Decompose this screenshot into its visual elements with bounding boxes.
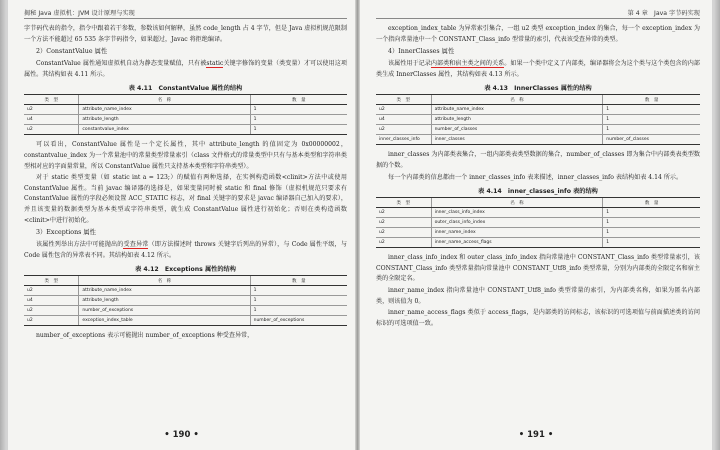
cell-count: 1 (603, 208, 700, 218)
col-header-count: 数 量 (603, 198, 700, 208)
table-row (24, 316, 347, 326)
cell-name: inner_classes (431, 135, 603, 145)
table-row (24, 125, 347, 135)
constantvalue-text-a: ConstantValue 属性通知虚拟机自动为静态变量赋值，只有被 (36, 60, 207, 68)
cell-count: 1 (603, 238, 700, 248)
table-4-13 (376, 94, 700, 145)
cell-name: inner_name_index (431, 228, 603, 238)
inner-host-highlight: 内部类和宿主类之间的关系 (430, 60, 505, 68)
cell-count: 1 (250, 286, 347, 296)
innerclasses-heading: 4）InnerClasses 属性 (388, 48, 455, 56)
table-row (376, 115, 700, 125)
cell-type: u2 (24, 105, 79, 115)
table-4-11 (24, 94, 347, 135)
col-header-name: 名 称 (79, 276, 250, 286)
page-number: • 191 • (518, 430, 554, 440)
table-4-12 (24, 275, 347, 326)
col-header-count: 数 量 (250, 276, 347, 286)
exceptions-count-paragraph: number_of_exceptions 表示可能抛出 number_of_exceptions 种受查异常， (36, 332, 254, 340)
table-row (376, 135, 700, 145)
cell-type: inner_classes_info (376, 135, 431, 145)
info-index-paragraph: inner_class_info_index 和 outer_class_info_index 指向常量池中 CONSTANT_Class_info 类型常量索引，该 CONSTANT_Class_info 类型常量指向常量池中 CONSTANT_Utf8_info 类型常量，分别为内部类的全限定名和宿主类的全限定名。 (376, 254, 700, 283)
cell-count: 1 (603, 228, 700, 238)
table-4-11-caption: 表 4.11 ConstantValue 属性的结构 (128, 85, 243, 93)
cell-type: u4 (24, 115, 79, 125)
checked-exception-highlight: 受查异常 (123, 241, 149, 249)
cell-name: attribute_length (431, 115, 603, 125)
table-row (24, 105, 347, 115)
table-4-14 (376, 197, 700, 248)
cell-type: u4 (376, 115, 431, 125)
col-header-name: 名 称 (431, 198, 603, 208)
constantvalue-paragraph (24, 59, 347, 80)
name-index-paragraph: inner_name_index 指向常量池中 CONSTANT_Utf8_info 类型常量的索引，为内部类名称，如果为匿名内部类，则该值为 0。 (376, 286, 700, 305)
cell-name: inner_class_info_index (431, 208, 603, 218)
cell-name: attribute_length (79, 296, 250, 306)
col-header-count: 数 量 (250, 95, 347, 105)
table-4-13-caption: 表 4.13 InnerClasses 属性的结构 (484, 85, 592, 93)
inner-classes-paragraph: inner_classes 为内部类表集合，一组内部类表类型数据的集合，number_of_classes 即为集合中内部类表类型数据的个数。 (376, 151, 700, 169)
cell-type: u2 (376, 125, 431, 135)
col-header-count: 数 量 (603, 95, 700, 105)
col-header-name: 名 称 (79, 95, 250, 105)
cell-count: 1 (250, 306, 347, 316)
exception-index-paragraph: exception_index_table 为异常索引集合，一组 u2 类型 exception_index 的集合，每一个 exception_index 为一个指向常量池中一个 CONSTANT_Class_info 型常量的索引，代表该受查异常的类型。 (376, 25, 700, 43)
cell-count: 1 (250, 105, 347, 115)
static-highlight: static (206, 60, 224, 68)
cell-count: 1 (250, 115, 347, 125)
table-row (376, 218, 700, 228)
table-row (24, 115, 347, 125)
table-row (24, 296, 347, 306)
right-page[interactable] (360, 0, 712, 450)
cell-type: u2 (376, 228, 431, 238)
innerclasses-paragraph (376, 59, 700, 80)
cell-type: u2 (24, 316, 79, 326)
cell-type: u4 (24, 296, 79, 306)
cell-type: u2 (24, 286, 79, 296)
cell-name: number_of_classes (431, 125, 603, 135)
exceptions-heading: 3）Exceptions 属性 (36, 229, 96, 237)
table-row (376, 208, 700, 218)
table-4-14-caption: 表 4.14 inner_classes_info 表的结构 (478, 188, 598, 196)
cell-name: attribute_name_index (79, 286, 250, 296)
table-row (376, 125, 700, 135)
cell-count: 1 (603, 125, 700, 135)
col-header-type: 类 型 (24, 276, 79, 286)
cell-count: 1 (250, 296, 347, 306)
intro-paragraph: 字节码代表的指令，指令中跟着若干参数，参数该如何解释，虽然 code_length 占 4 字节，但是 Java 虚拟机规范限制一个方法不能超过 65 535 条字节码指令，如果超过，Javac 将拒绝编译。 (24, 25, 347, 43)
col-header-type: 类 型 (376, 95, 431, 105)
access-flags-paragraph: inner_name_access_flags 类似于 access_flags，是内部类的访问标志，该标识的可选项值与前面描述类的访问标识的可选项值一致。 (376, 309, 700, 327)
right-running-head: 第 4 章 Java 字节码实现 (376, 8, 700, 19)
cell-type: u2 (24, 125, 79, 135)
col-header-name: 名 称 (431, 95, 603, 105)
cell-count: 1 (250, 125, 347, 135)
constantvalue-text-b: 关键字修饰的变量（类变量）才可以使用这项属性。其结构如表 4.11 所示。 (24, 60, 347, 78)
table-row (24, 286, 347, 296)
cell-count: number_of_exceptions (250, 316, 347, 326)
page-number: • 190 • (164, 430, 199, 440)
cell-type: u2 (24, 306, 79, 316)
cell-name: attribute_length (79, 115, 250, 125)
cell-name: attribute_name_index (79, 105, 250, 115)
each-inner-class-paragraph: 每一个内部类的信息都由一个 inner_classes_info 表来描述，inner_classes_info 表结构如表 4.14 所示。 (388, 173, 683, 181)
cell-count: 1 (603, 218, 700, 228)
static-int-paragraph: 对于 static 类型变量（如 static int a = 123;）的赋值有两种选择，在实例构造函数<clinit>方法中或使用 ConstantValue 属性。当前 javac 编译器的选择是，如果变量同时被 static 和 final 修饰（虚拟机规范只要求有 ConstantValue 属性的字段必须设置 ACC_STATIC 标志，对 final 关键字的要求是 javac 编译器自己加入的要求），并且该变量的数据类型为基本类型或字符串类型，就生成 ConstantValue 属性进行初始化；否则在类构造函数<clinit>中进行初始化。 (24, 174, 347, 224)
cell-name: attribute_name_index (431, 105, 603, 115)
innerclasses-text-b: 。如果一个类中定义了内部类，编译器将会为这个类与这个类包含的内部类生成 InnerClasses 属性，其结构如表 4.13 所示。 (376, 60, 701, 78)
cell-name: constantvalue_index (79, 125, 250, 135)
table-row (376, 228, 700, 238)
innerclasses-text-a: 该属性用于记录 (388, 60, 431, 68)
cell-type: u2 (376, 238, 431, 248)
constantvalue-heading: 2）ConstantValue 属性 (36, 48, 108, 56)
exceptions-text-b: （即方法描述时 throws 关键字后列出的异常），与 Code 属性平级，与 Code 属性包含的异常表不同。其结构如表 4.12 所示。 (24, 241, 347, 259)
table-row (376, 105, 700, 115)
cell-name: outer_class_info_index (431, 218, 603, 228)
constantvalue-explanation: 可以看出，ConstantValue 属性是一个定长属性，其中 attribute_length 的值固定为 0x00000002，constantvalue_index 为一个常量池中的常量类型常量索引（class 文件格式的常量类型中只有与基本类型和字符串类型相对应的字面量常量，所以 ConstantValue 属性只支持基本类型和字符串类型）。 (24, 141, 347, 170)
cell-type: u2 (376, 105, 431, 115)
col-header-type: 类 型 (376, 198, 431, 208)
table-row (24, 306, 347, 316)
cell-count: 1 (603, 105, 700, 115)
cell-name: inner_name_access_flags (431, 238, 603, 248)
col-header-type: 类 型 (24, 95, 79, 105)
table-row (376, 238, 700, 248)
cell-type: u2 (376, 218, 431, 228)
cell-count: 1 (603, 115, 700, 125)
cell-name: number_of_exceptions (79, 306, 250, 316)
table-4-12-caption: 表 4.12 Exceptions 属性的结构 (135, 266, 236, 274)
cell-name: exception_index_table (79, 316, 250, 326)
cell-type: u2 (376, 208, 431, 218)
exceptions-paragraph (24, 240, 347, 261)
exceptions-text-a: 该属性列举出方法中可能抛出的 (36, 241, 124, 249)
left-page[interactable] (8, 0, 355, 450)
left-running-head: 揭秘 Java 虚拟机：JVM 设计原理与实现 (24, 8, 347, 19)
cell-count: number_of_classes (603, 135, 700, 145)
